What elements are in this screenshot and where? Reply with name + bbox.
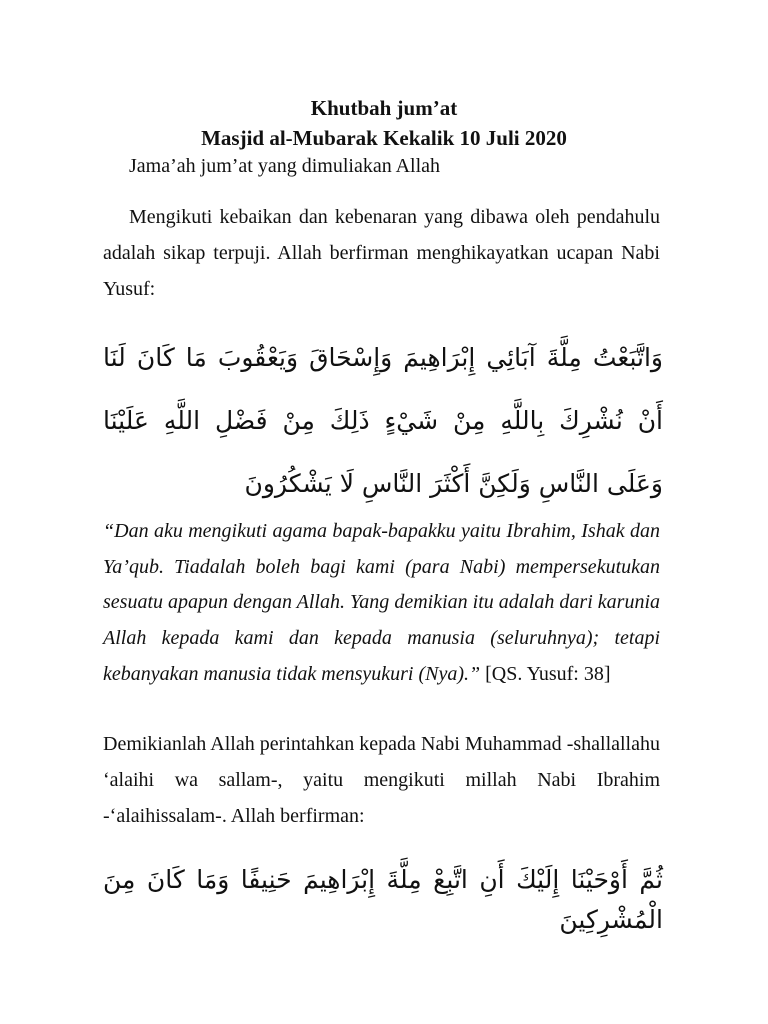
- sermon-subtitle: Masjid al-Mubarak Kekalik 10 Juli 2020: [201, 126, 567, 150]
- opening-paragraph: Mengikuti kebaikan dan kebenaran yang dibawa oleh pendahulu adalah sikap terpuji. Allah berfirman menghikayatkan ucapan Nabi Yusuf:: [103, 206, 660, 300]
- verse-translation: [103, 514, 660, 693]
- translation-text: “Dan aku mengikuti agama bapak-bapakku yaitu Ibrahim, Ishak dan Ya’qub. Tiadalah boleh bagi kami (para Nabi) mempersekutukan sesuatu apapun dengan Allah. Yang demikian itu adalah dari karunia Allah kepada kami dan kepada manusia (seluruhnya); tetapi kebanyakan manusia tidak mensyukuri (Nya).”: [103, 520, 660, 685]
- sermon-title: Khutbah jum’at: [310, 96, 458, 120]
- arabic-verse-millah-ibrahim: ثُمَّ أَوْحَيْنَا إِلَيْكَ أَنِ اتَّبِعْ مِلَّةَ إِبْرَاهِيمَ حَنِيفًا وَمَا كَانَ مِنَ الْمُشْرِكِينَ: [103, 865, 663, 934]
- verse-reference: [QS. Yusuf: 38]: [485, 662, 611, 685]
- greeting-line: Jama’ah jum’at yang dimuliakan Allah: [129, 155, 441, 177]
- arabic-verse-yusuf-38: وَاتَّبَعْتُ مِلَّةَ آبَائِي إِبْرَاهِيمَ وَإِسْحَاقَ وَيَعْقُوبَ مَا كَانَ لَنَا أَنْ نُشْرِكَ بِاللَّهِ مِنْ شَيْءٍ ذَلِكَ مِنْ فَضْلِ اللَّهِ عَلَيْنَا وَعَلَى النَّاسِ وَلَكِنَّ أَكْثَرَ النَّاسِ لَا يَشْكُرُونَ: [103, 343, 663, 498]
- second-paragraph: Demikianlah Allah perintahkan kepada Nabi Muhammad -shallallahu ‘alaihi wa sallam-, yaitu mengikuti millah Nabi Ibrahim -‘alaihissalam-. Allah berfirman:: [103, 733, 660, 827]
